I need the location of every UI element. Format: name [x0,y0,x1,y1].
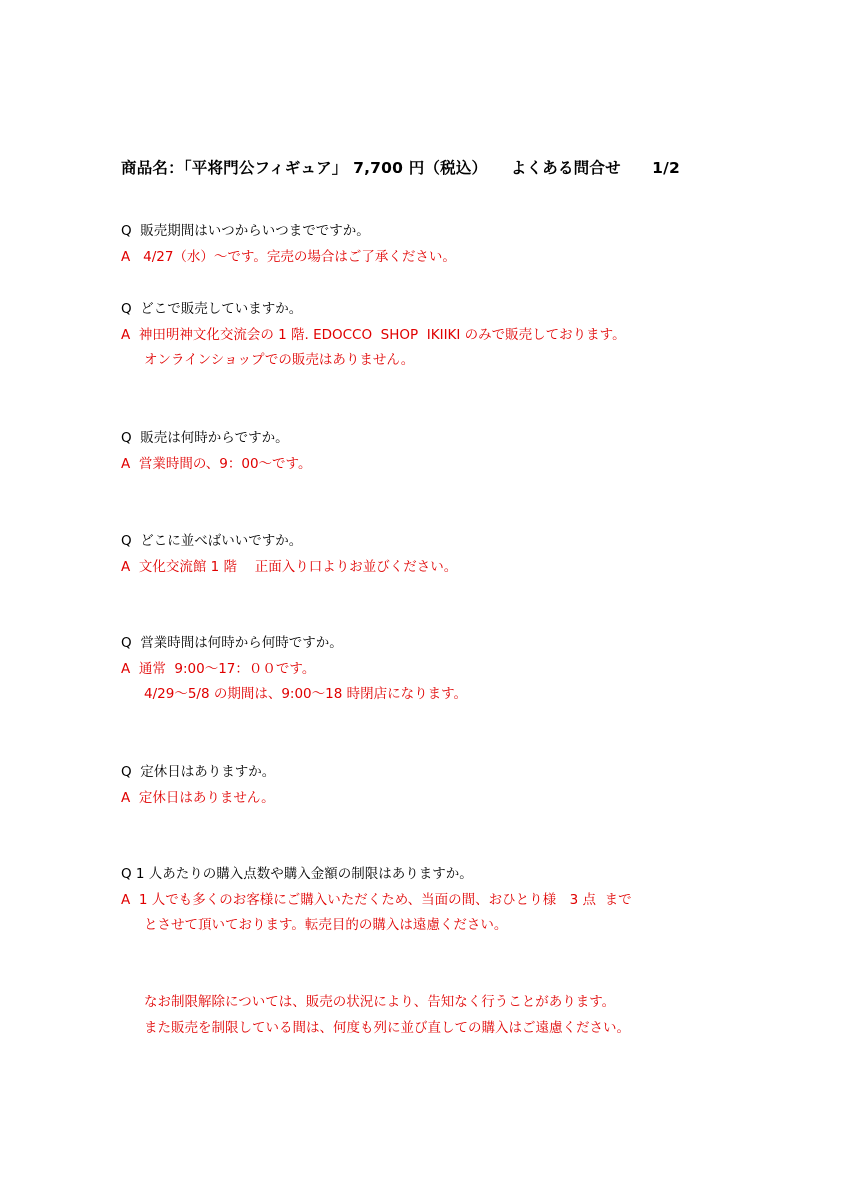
page-title: 商品名：「平将門公フィギュア」 7,700 円（税込） よくある問合せ 1/2 [121,159,681,177]
faq-question-1: Q 販売期間はいつからいつまでですか。 [121,223,370,239]
faq-answer-1: A 4/27（水）～です。完売の場合はご了承ください。 [121,249,456,265]
faq-question-5: Q 営業時間は何時から何時ですか。 [121,635,343,651]
faq-question-7: Q 1 人あたりの購入点数や購入金額の制限はありますか。 [121,866,473,882]
faq-question-6: Q 定休日はありますか。 [121,764,276,780]
faq-question-3: Q 販売は何時からですか。 [121,430,289,446]
faq-answer-2: A 神田明神文化交流会の 1 階. EDOCCO SHOP IKIIKI のみで販売しております。 [121,327,626,343]
faq-answer-5: A 通常 9:00～17：００です。 [121,661,316,677]
faq-answer-7-cont: とさせて頂いております。転売目的の購入は遠慮ください。 [144,917,508,933]
faq-answer-4: A 文化交流館 1 階 正面入り口よりお並びください。 [121,559,458,575]
faq-answer-5-cont: 4/29～5/8 の期間は、9:00～18 時閉店になります。 [144,686,468,702]
faq-question-4: Q どこに並べばいいですか。 [121,533,303,549]
faq-question-2: Q どこで販売していますか。 [121,301,303,317]
faq-answer-3: A 営業時間の、9：00～です。 [121,456,312,472]
faq-answer-6: A 定休日はありません。 [121,790,275,806]
note-line-2: また販売を制限している間は、何度も列に並び直しての購入はご遠慮ください。 [144,1020,630,1036]
faq-answer-7: A 1 人でも多くのお客様にご購入いただくため、当面の間、おひとり様 3 点 まで [121,892,632,908]
faq-answer-2-cont: オンラインショップでの販売はありません。 [144,352,415,368]
note-line-1: なお制限解除については、販売の状況により、告知なく行うことがあります。 [144,994,616,1010]
